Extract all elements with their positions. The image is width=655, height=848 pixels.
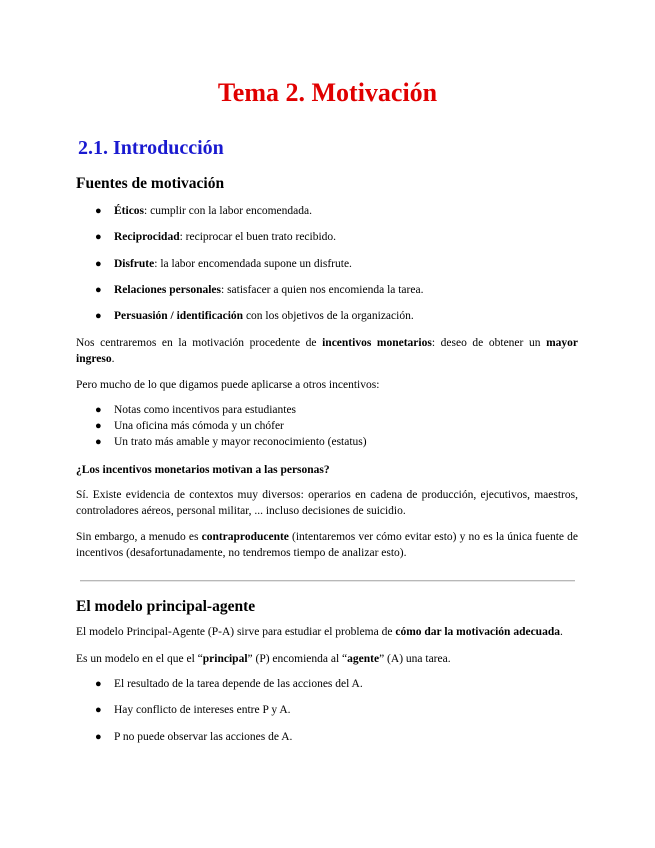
fuentes-heading: Fuentes de motivación: [76, 175, 225, 192]
bullet-icon: ●: [95, 420, 102, 432]
paragraph-contraproducente: Sin embargo, a menudo es contraproducente (intentaremos ver cómo evitar esto) y no es la única fuente de incentivos (desafortunadamente, no tendremos tiempo de analizar esto).: [76, 531, 578, 559]
bullet-icon: ●: [95, 404, 102, 416]
paragraph-evidencia: Sí. Existe evidencia de contextos muy diversos: operarios en cadena de producción, ejecutivos, maestros, controladores aéreos, personal militar, ... incluso decisiones de suicidio.: [76, 489, 578, 517]
bullet-icon: ●: [95, 310, 102, 322]
bullet-icon: ●: [95, 436, 102, 448]
bullet-icon: ●: [95, 678, 102, 690]
page-title: Tema 2. Motivación: [217, 78, 438, 107]
bullet-icon: ●: [95, 205, 102, 217]
section-heading: 2.1. Introducción: [78, 137, 224, 159]
bullet-icon: ●: [95, 731, 102, 743]
paragraph-modelo: El modelo Principal-Agente (P-A) sirve para estudiar el problema de cómo dar la motivación adecuada.: [76, 626, 563, 638]
bullet-icon: ●: [95, 284, 102, 296]
paragraph-incentivos: Nos centraremos en la motivación procedente de incentivos monetarios: deseo de obtener un mayor ingreso.: [76, 337, 578, 365]
modelo-heading: El modelo principal-agente: [76, 598, 256, 615]
bullet-icon: ●: [95, 231, 102, 243]
divider: [80, 580, 575, 582]
paragraph-principal-agente: Es un modelo en el que el “principal” (P) encomienda al “agente” (A) una tarea.: [76, 653, 451, 665]
document-page: Tema 2. Motivación 2.1. Introducción Fuentes de motivación ● Éticos: cumplir con la labor encomendada. ● Reciprocidad: reciprocar el buen trato recibido. ● Disfrute: la labor encomendada supone un disfrute. ● Relaciones personales: satisfacer a quien nos encomienda la tarea. ● Persuasión / identificación con los objetivos de la organización. Nos centraremos en la motivación procedente de incentivos monetarios: deseo de obtener un mayor ingreso. Pero mucho de lo que digamos puede aplicarse a otros incentivos: ● Notas como incentivos para estudiantes ● Una oficina más cómoda y un chófer ● Un trato más amable y mayor reconocimiento (estatus) ¿Los incentivos monetarios motivan a las personas? Sí. Existe evidencia de contextos muy diversos: operarios en cadena de producción, ejecutivos, maestros, controladores aéreos, personal militar, ... incluso decisiones de suicidio. Sin embargo, a menudo es contraproducente (intentaremos ver cómo evitar esto) y no es la única fuente de incentivos (desafortunadamente, no tendremos tiempo de analizar esto). El modelo principal-agente El modelo Principal-Agente (P-A) sirve para estudiar el problema de cómo dar la motivación adecuada. Es un modelo en el que el “principal” (P) encomienda al “agente” (A) una tarea. ● El resultado de la tarea depende de las acciones del A. ● Hay conflicto de intereses entre P y A. ● P no puede observar las acciones de A.: [0, 0, 655, 848]
bullet-icon: ●: [95, 258, 102, 270]
paragraph-otros: Pero mucho de lo que digamos puede aplicarse a otros incentivos:: [76, 379, 380, 391]
question-heading: ¿Los incentivos monetarios motivan a las personas?: [76, 464, 330, 476]
bullet-icon: ●: [95, 704, 102, 716]
